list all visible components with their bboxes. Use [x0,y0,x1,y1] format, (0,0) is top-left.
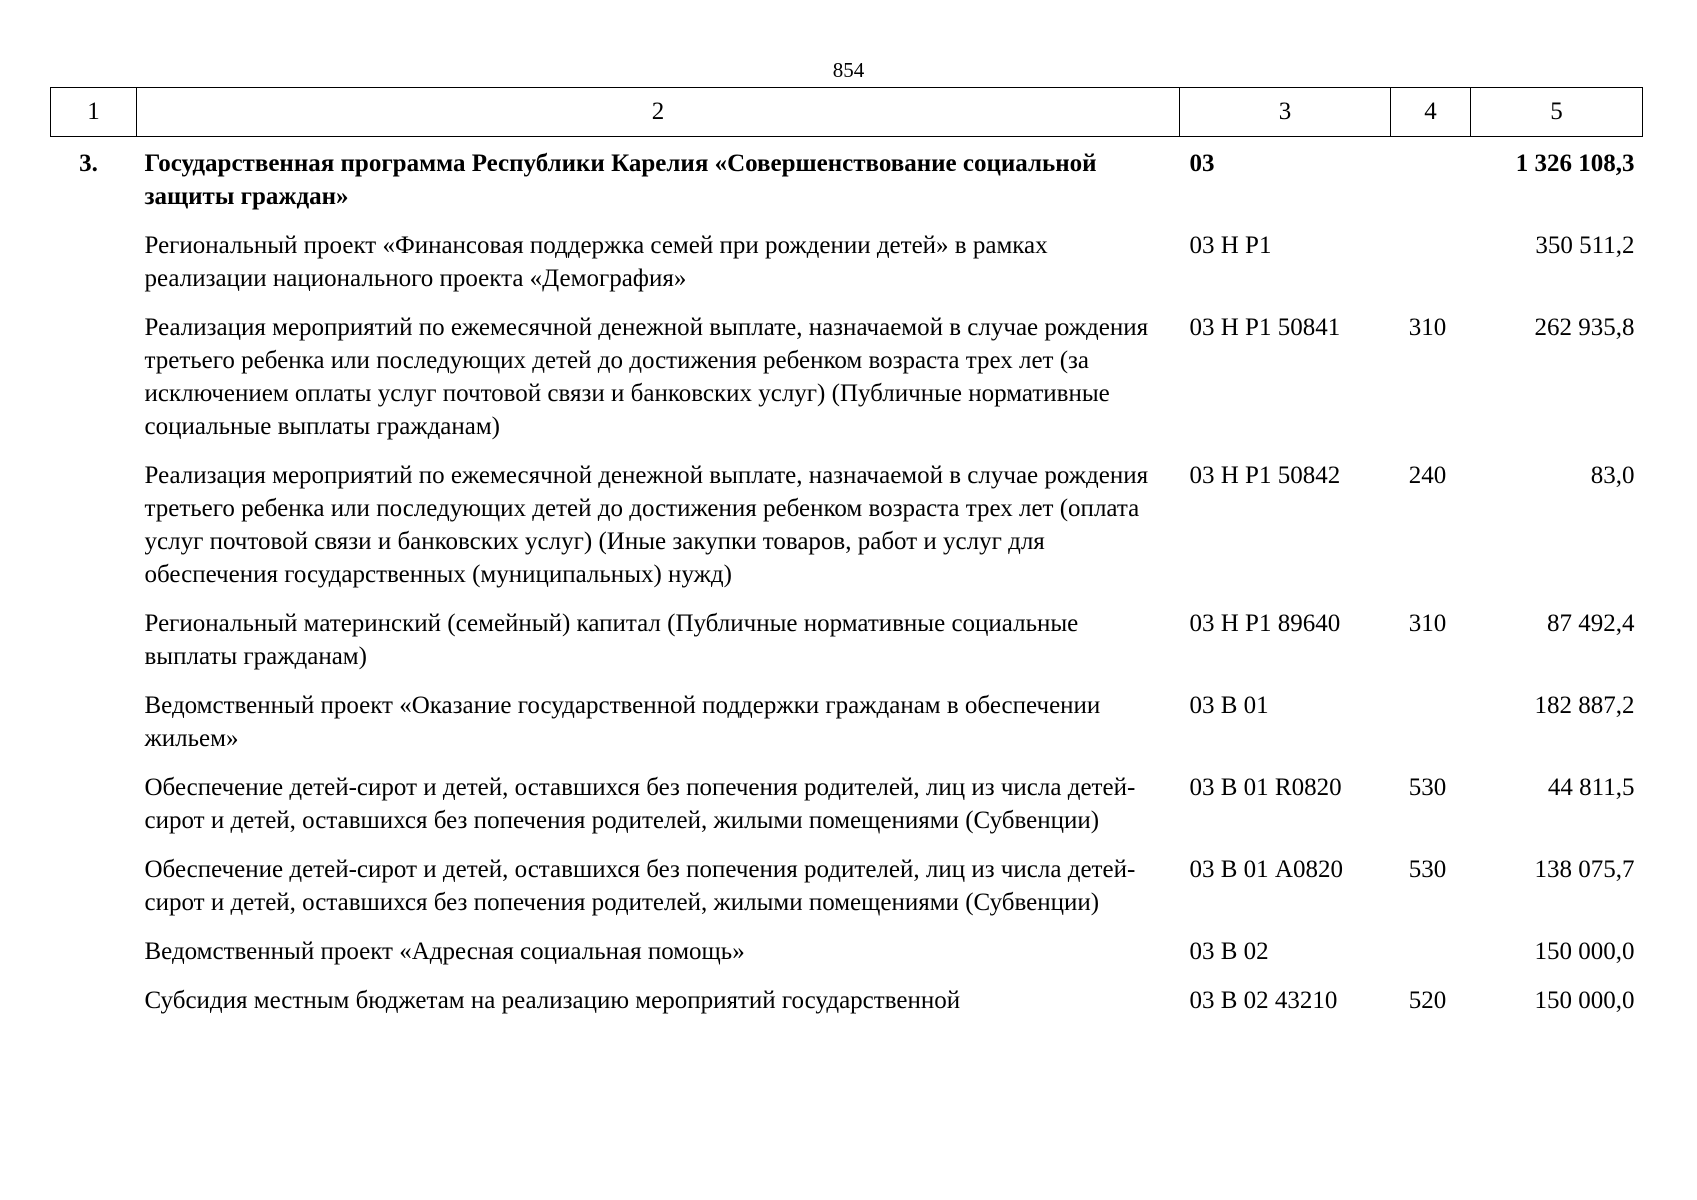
header-col-3: 3 [1180,88,1391,137]
header-col-5: 5 [1471,88,1643,137]
page-number: 854 [832,58,865,82]
row-number: 3. [79,150,98,177]
row-amount: 1 326 108,3 [1515,150,1635,177]
table-row [51,771,1643,853]
header-col-1: 1 [51,88,137,137]
row-number [51,311,137,459]
header-row [51,88,1643,137]
table-body [51,137,1643,1034]
row-target-code: 03 В 02 43210 [1189,987,1338,1014]
row-target-code: 03 В 01 R0820 [1189,774,1342,801]
row-expense-type: 530 [1408,856,1447,883]
row-name: Обеспечение детей-сирот и детей, оставшихся без попечения родителей, лиц из числа детей-сирот и детей, оставшихся без попечения родителей, жилыми помещениями (Субвенции) [144,774,1136,834]
row-target-code: 03 В 02 [1189,938,1269,965]
row-amount: 182 887,2 [1534,692,1635,719]
row-number [51,689,137,771]
row-expense-type: 240 [1408,462,1447,489]
row-amount: 83,0 [1590,462,1635,489]
row-amount: 262 935,8 [1534,314,1635,341]
row-expense-type: 530 [1408,774,1447,801]
row-number [51,935,137,984]
table-row [51,137,1643,230]
header-col-4: 4 [1391,88,1471,137]
table-header [51,88,1643,137]
row-amount: 150 000,0 [1534,987,1635,1014]
table-row [51,459,1643,607]
budget-table [50,87,1643,1033]
header-col-2: 2 [137,88,1180,137]
row-name: Реализация мероприятий по ежемесячной денежной выплате, назначаемой в случае рождения третьего ребенка или последующих детей до достижения ребенком возраста трех лет (за исключением оплаты услуг почтовой связи и банковских услуг) (Публичные нормативные социальные выплаты гражданам) [144,314,1149,440]
table-row [51,607,1643,689]
table-row [51,229,1643,311]
row-expense-type [1391,689,1471,771]
row-name: Региональный проект «Финансовая поддержка семей при рождении детей» в рамках реализации национального проекта «Демография» [144,232,1048,292]
row-target-code: 03 Н Р1 89640 [1189,610,1341,637]
row-target-code: 03 [1189,150,1215,177]
table-row [51,984,1643,1033]
row-name: Реализация мероприятий по ежемесячной денежной выплате, назначаемой в случае рождения третьего ребенка или последующих детей до достижения ребенком возраста трех лет (оплата услуг почтовой связи и банковских услуг) (Иные закупки товаров, работ и услуг для обеспечения государственных (муниципальных) нужд) [144,462,1149,588]
row-expense-type [1391,229,1471,311]
row-name: Ведомственный проект «Адресная социальная помощь» [144,938,745,965]
row-target-code: 03 Н Р1 50842 [1189,462,1341,489]
row-number [51,984,137,1033]
row-name: Субсидия местным бюджетам на реализацию мероприятий государственной [144,987,961,1014]
row-number [51,229,137,311]
row-target-code: 03 В 01 А0820 [1189,856,1343,883]
row-number [51,607,137,689]
table-row [51,311,1643,459]
row-amount: 44 811,5 [1547,774,1635,801]
row-amount: 87 492,4 [1547,610,1635,637]
row-number [51,853,137,935]
row-name: Государственная программа Республики Карелия «Совершенствование социальной защиты граждан» [144,150,1097,210]
row-amount: 350 511,2 [1535,232,1635,259]
row-amount: 138 075,7 [1534,856,1635,883]
row-name: Ведомственный проект «Оказание государственной поддержки гражданам в обеспечении жильем» [144,692,1101,752]
row-number [51,771,137,853]
row-name: Региональный материнский (семейный) капитал (Публичные нормативные социальные выплаты гражданам) [144,610,1079,670]
row-number [51,459,137,607]
row-expense-type: 520 [1408,987,1447,1014]
row-name: Обеспечение детей-сирот и детей, оставшихся без попечения родителей, лиц из числа детей-сирот и детей, оставшихся без попечения родителей, жилыми помещениями (Субвенции) [144,856,1136,916]
table-row [51,689,1643,771]
row-target-code: 03 В 01 [1189,692,1269,719]
row-amount: 150 000,0 [1534,938,1635,965]
table-row [51,935,1643,984]
table-row [51,853,1643,935]
row-expense-type: 310 [1408,610,1447,637]
row-target-code: 03 Н Р1 [1189,232,1272,259]
row-expense-type: 310 [1408,314,1447,341]
row-expense-type [1391,137,1471,230]
row-expense-type [1391,935,1471,984]
row-target-code: 03 Н Р1 50841 [1189,314,1341,341]
